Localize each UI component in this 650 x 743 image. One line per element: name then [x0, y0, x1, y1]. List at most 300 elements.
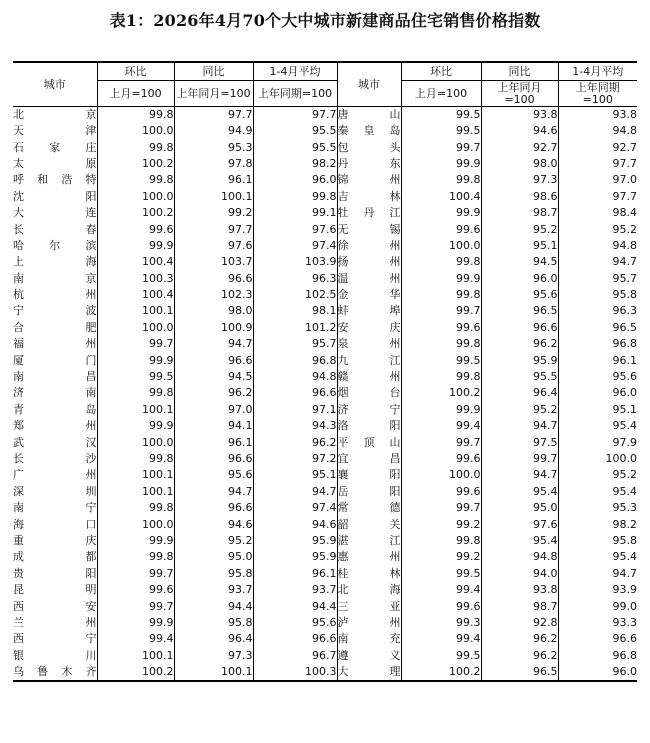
- left-mom-cell: 99.7: [97, 598, 174, 614]
- table-row: [13, 221, 637, 237]
- left-city-cell: 成 都: [13, 549, 97, 565]
- left-mom-cell: 99.9: [97, 238, 174, 254]
- left-avg-cell: 96.6: [253, 385, 337, 401]
- left-avg-cell: 95.9: [253, 549, 337, 565]
- right-yoy-cell: 93.8: [481, 582, 558, 598]
- left-city-cell: 郑 州: [13, 418, 97, 434]
- left-avg-cell: 102.5: [253, 287, 337, 303]
- right-yoy-cell: 97.6: [481, 516, 558, 532]
- right-city-cell: 宜 昌: [337, 451, 401, 467]
- right-avg-cell: 96.0: [612, 386, 637, 400]
- left-avg-cell: 95.5: [253, 139, 337, 155]
- left-avg-cell: 94.7: [253, 484, 337, 500]
- right-city-cell: 泉 州: [337, 336, 401, 352]
- left-city-cell: 长 春: [13, 221, 97, 237]
- right-yoy-cell: 98.7: [481, 205, 558, 221]
- table-row: [13, 664, 637, 681]
- left-mom-cell: 99.8: [97, 172, 174, 188]
- left-yoy-cell: 103.7: [174, 254, 253, 270]
- left-mom-cell: 100.0: [97, 434, 174, 450]
- right-city-cell: 三 亚: [337, 598, 401, 614]
- left-mom-cell: 100.3: [97, 271, 174, 287]
- table-row: [13, 648, 637, 664]
- right-yoy-cell: 95.0: [481, 500, 558, 516]
- table-row: [13, 402, 637, 418]
- left-yoy-cell: 95.8: [174, 566, 253, 582]
- left-mom-cell: 99.6: [97, 582, 174, 598]
- right-yoy-cell: 94.7: [481, 467, 558, 483]
- left-yoy-cell: 97.8: [174, 156, 253, 172]
- table-row: [13, 516, 637, 532]
- right-city-cell: 蚌 埠: [337, 303, 401, 319]
- left-mom-cell: 99.8: [97, 500, 174, 516]
- right-avg-cell: 93.9: [612, 583, 637, 597]
- header-avg-base-right-line1: 上年同期: [575, 80, 620, 94]
- left-yoy-cell: 100.1: [174, 664, 253, 681]
- right-avg-cell: 95.8: [612, 288, 637, 302]
- right-yoy-cell: 95.9: [481, 352, 558, 368]
- left-avg-cell: 94.4: [253, 598, 337, 614]
- right-yoy-cell: 95.4: [481, 533, 558, 549]
- left-yoy-cell: 100.9: [174, 320, 253, 336]
- table-row: [13, 549, 637, 565]
- right-mom-cell: 99.9: [401, 271, 481, 287]
- left-city-cell: 哈尔滨: [13, 238, 97, 254]
- right-city-cell: 牡丹江: [337, 205, 401, 221]
- table-title: 表1：2026年4月70个大中城市新建商品住宅销售价格指数: [109, 11, 541, 30]
- table-row: [13, 418, 637, 434]
- table-row: [13, 533, 637, 549]
- right-mom-cell: 99.6: [401, 598, 481, 614]
- right-city-cell: 南 充: [337, 631, 401, 647]
- left-avg-cell: 95.7: [253, 336, 337, 352]
- right-city-cell: 丹 东: [337, 156, 401, 172]
- right-yoy-cell: 97.3: [481, 172, 558, 188]
- table-header: [13, 62, 637, 107]
- right-city-cell: 大 理: [337, 664, 401, 681]
- table-row: [13, 320, 637, 336]
- left-yoy-cell: 94.4: [174, 598, 253, 614]
- left-avg-cell: 97.4: [253, 500, 337, 516]
- right-mom-cell: 99.6: [401, 451, 481, 467]
- left-avg-cell: 97.6: [253, 221, 337, 237]
- right-avg-cell: 95.6: [612, 370, 637, 384]
- table-row: [13, 156, 637, 172]
- header-row-1: [13, 62, 637, 81]
- right-avg-cell: 99.0: [612, 599, 637, 613]
- right-mom-cell: 99.9: [401, 402, 481, 418]
- right-mom-cell: 99.5: [401, 648, 481, 664]
- right-yoy-cell: 96.2: [481, 631, 558, 647]
- right-yoy-cell: 99.7: [481, 451, 558, 467]
- left-city-cell: 杭 州: [13, 287, 97, 303]
- left-yoy-cell: 95.0: [174, 549, 253, 565]
- right-yoy-cell: 98.0: [481, 156, 558, 172]
- left-yoy-cell: 96.4: [174, 631, 253, 647]
- right-city-cell: 吉 林: [337, 189, 401, 205]
- left-yoy-cell: 96.1: [174, 434, 253, 450]
- right-city-cell: 遵 义: [337, 648, 401, 664]
- right-mom-cell: 99.8: [401, 336, 481, 352]
- table-row: [13, 631, 637, 647]
- right-mom-cell: 99.7: [401, 434, 481, 450]
- left-avg-cell: 93.7: [253, 582, 337, 598]
- right-mom-cell: 99.3: [401, 615, 481, 631]
- left-city-cell: 上 海: [13, 254, 97, 270]
- right-avg-cell: 97.7: [612, 189, 637, 203]
- left-mom-cell: 100.1: [97, 484, 174, 500]
- right-mom-cell: 99.8: [401, 172, 481, 188]
- left-yoy-cell: 94.7: [174, 336, 253, 352]
- right-mom-cell: 99.5: [401, 352, 481, 368]
- left-yoy-cell: 95.6: [174, 467, 253, 483]
- left-yoy-cell: 96.6: [174, 500, 253, 516]
- right-city-cell: 九 江: [337, 352, 401, 368]
- table-row: [13, 123, 637, 139]
- table-row: [13, 271, 637, 287]
- right-avg-cell: 95.3: [612, 501, 637, 515]
- left-city-cell: 南 宁: [13, 500, 97, 516]
- table-row: [13, 303, 637, 319]
- right-mom-cell: 100.0: [401, 238, 481, 254]
- left-mom-cell: 100.1: [97, 303, 174, 319]
- left-city-cell: 昆 明: [13, 582, 97, 598]
- left-yoy-cell: 99.2: [174, 205, 253, 221]
- left-city-cell: 合 肥: [13, 320, 97, 336]
- left-avg-cell: 97.4: [253, 238, 337, 254]
- left-city-cell: 西 安: [13, 598, 97, 614]
- right-avg-cell: 96.1: [612, 353, 637, 367]
- left-avg-cell: 98.2: [253, 156, 337, 172]
- right-yoy-cell: 95.6: [481, 287, 558, 303]
- left-mom-cell: 99.7: [97, 336, 174, 352]
- table-row: [13, 189, 637, 205]
- right-avg-cell: 98.4: [612, 206, 637, 220]
- right-mom-cell: 99.2: [401, 549, 481, 565]
- left-avg-cell: 97.1: [253, 402, 337, 418]
- left-mom-cell: 100.1: [97, 648, 174, 664]
- table-row: [13, 451, 637, 467]
- header-row-2: [13, 81, 637, 107]
- right-avg-cell: 95.1: [612, 402, 637, 416]
- left-mom-cell: 99.8: [97, 549, 174, 565]
- right-city-cell: 烟 台: [337, 385, 401, 401]
- right-mom-cell: 99.8: [401, 533, 481, 549]
- left-avg-cell: 100.3: [253, 664, 337, 681]
- left-yoy-cell: 97.7: [174, 107, 253, 124]
- right-city-cell: 赣 州: [337, 369, 401, 385]
- left-avg-cell: 99.1: [253, 205, 337, 221]
- header-mom-right: 环比: [401, 62, 481, 81]
- left-avg-cell: 95.9: [253, 533, 337, 549]
- left-city-cell: 深 圳: [13, 484, 97, 500]
- table-row: [13, 566, 637, 582]
- left-mom-cell: 100.2: [97, 156, 174, 172]
- right-avg-cell: 97.7: [612, 156, 637, 170]
- right-avg-cell: 96.5: [612, 320, 637, 334]
- left-city-cell: 海 口: [13, 516, 97, 532]
- right-yoy-cell: 94.8: [481, 549, 558, 565]
- right-avg-cell: 95.7: [612, 271, 637, 285]
- left-mom-cell: 100.0: [97, 320, 174, 336]
- left-avg-cell: 95.6: [253, 615, 337, 631]
- left-city-cell: 贵 阳: [13, 566, 97, 582]
- right-mom-cell: 99.7: [401, 139, 481, 155]
- right-avg-cell: 97.9: [612, 435, 637, 449]
- table-row: [13, 254, 637, 270]
- left-yoy-cell: 96.6: [174, 451, 253, 467]
- right-mom-cell: 99.5: [401, 107, 481, 124]
- right-mom-cell: 99.8: [401, 254, 481, 270]
- right-mom-cell: 99.4: [401, 582, 481, 598]
- left-mom-cell: 100.0: [97, 123, 174, 139]
- left-mom-cell: 99.9: [97, 615, 174, 631]
- right-avg-cell: 93.3: [612, 615, 637, 629]
- table-row: [13, 500, 637, 516]
- right-city-cell: 金 华: [337, 287, 401, 303]
- header-mom-base-left: 上月=100: [97, 81, 174, 107]
- header-mom-base-right: 上月=100: [401, 81, 481, 107]
- left-mom-cell: 99.7: [97, 566, 174, 582]
- right-avg-cell: 95.2: [612, 468, 637, 482]
- left-avg-cell: 96.8: [253, 352, 337, 368]
- right-city-cell: 包 头: [337, 139, 401, 155]
- left-city-cell: 天 津: [13, 123, 97, 139]
- left-mom-cell: 100.0: [97, 189, 174, 205]
- header-yoy-base-right-line2: =100: [504, 92, 535, 106]
- left-yoy-cell: 94.1: [174, 418, 253, 434]
- right-yoy-cell: 96.4: [481, 385, 558, 401]
- right-avg-cell: 94.8: [612, 124, 637, 138]
- left-city-cell: 重 庆: [13, 533, 97, 549]
- right-yoy-cell: 95.1: [481, 238, 558, 254]
- right-mom-cell: 99.7: [401, 500, 481, 516]
- left-yoy-cell: 97.6: [174, 238, 253, 254]
- left-city-cell: 乌鲁木齐: [13, 664, 97, 681]
- right-avg-cell: 95.4: [612, 419, 637, 433]
- header-avg-right: 1-4月平均: [558, 62, 637, 81]
- table-row: [13, 205, 637, 221]
- left-avg-cell: 95.1: [253, 467, 337, 483]
- table-row: [13, 615, 637, 631]
- right-city-cell: 无 锡: [337, 221, 401, 237]
- right-mom-cell: 99.4: [401, 418, 481, 434]
- left-avg-cell: 97.7: [253, 107, 337, 124]
- left-avg-cell: 94.3: [253, 418, 337, 434]
- right-avg-cell: 96.0: [558, 664, 637, 681]
- table-row: [13, 369, 637, 385]
- right-yoy-cell: 94.5: [481, 254, 558, 270]
- left-mom-cell: 99.8: [97, 107, 174, 124]
- right-avg-cell: 97.0: [612, 173, 637, 187]
- table-row: [13, 172, 637, 188]
- left-city-cell: 西 宁: [13, 631, 97, 647]
- header-yoy-right: 同比: [481, 62, 558, 81]
- right-mom-cell: 99.6: [401, 221, 481, 237]
- right-city-cell: 平顶山: [337, 434, 401, 450]
- left-avg-cell: 96.0: [253, 172, 337, 188]
- right-mom-cell: 99.8: [401, 369, 481, 385]
- right-yoy-cell: 97.5: [481, 434, 558, 450]
- left-mom-cell: 100.2: [97, 664, 174, 681]
- right-yoy-cell: 93.8: [481, 107, 558, 124]
- left-yoy-cell: 97.3: [174, 648, 253, 664]
- right-yoy-cell: 94.7: [481, 418, 558, 434]
- left-avg-cell: 96.2: [253, 434, 337, 450]
- right-mom-cell: 99.4: [401, 631, 481, 647]
- left-mom-cell: 100.1: [97, 402, 174, 418]
- left-city-cell: 银 川: [13, 648, 97, 664]
- right-mom-cell: 99.6: [401, 320, 481, 336]
- left-mom-cell: 100.4: [97, 254, 174, 270]
- right-city-cell: 惠 州: [337, 549, 401, 565]
- table-row: [13, 336, 637, 352]
- left-avg-cell: 97.2: [253, 451, 337, 467]
- left-avg-cell: 94.8: [253, 369, 337, 385]
- right-avg-cell: 98.2: [612, 517, 637, 531]
- left-avg-cell: 95.5: [253, 123, 337, 139]
- left-yoy-cell: 93.7: [174, 582, 253, 598]
- table-row: [13, 434, 637, 450]
- right-avg-cell: 96.3: [612, 304, 637, 318]
- left-mom-cell: 100.4: [97, 287, 174, 303]
- right-avg-cell: 94.7: [612, 566, 637, 580]
- left-avg-cell: 96.6: [253, 631, 337, 647]
- header-avg-base-right: [558, 81, 637, 107]
- right-mom-cell: 99.9: [401, 205, 481, 221]
- left-yoy-cell: 96.6: [174, 271, 253, 287]
- header-avg-base-right-line2: =100: [582, 92, 613, 106]
- left-mom-cell: 99.4: [97, 631, 174, 647]
- right-city-cell: 秦皇岛: [337, 123, 401, 139]
- right-avg-cell: 96.8: [612, 648, 637, 662]
- right-avg-cell: 95.4: [612, 484, 637, 498]
- right-yoy-cell: 96.2: [481, 336, 558, 352]
- right-city-cell: 韶 关: [337, 516, 401, 532]
- left-yoy-cell: 94.7: [174, 484, 253, 500]
- right-mom-cell: 100.0: [401, 467, 481, 483]
- left-city-cell: 南 京: [13, 271, 97, 287]
- right-yoy-cell: 95.2: [481, 402, 558, 418]
- right-mom-cell: 99.9: [401, 156, 481, 172]
- header-city-left: 城市: [13, 62, 97, 107]
- table-row: [13, 467, 637, 483]
- right-avg-cell: 92.7: [612, 140, 637, 154]
- table-body: [13, 107, 637, 681]
- right-mom-cell: 100.4: [401, 189, 481, 205]
- left-yoy-cell: 97.0: [174, 402, 253, 418]
- right-yoy-cell: 92.7: [481, 139, 558, 155]
- table-row: [13, 385, 637, 401]
- right-avg-cell: 95.2: [612, 222, 637, 236]
- right-mom-cell: 99.5: [401, 566, 481, 582]
- table-row: [13, 598, 637, 614]
- left-city-cell: 福 州: [13, 336, 97, 352]
- left-yoy-cell: 96.2: [174, 385, 253, 401]
- left-mom-cell: 99.9: [97, 418, 174, 434]
- left-yoy-cell: 98.0: [174, 303, 253, 319]
- left-avg-cell: 96.7: [253, 648, 337, 664]
- right-yoy-cell: 96.5: [481, 303, 558, 319]
- left-mom-cell: 99.8: [97, 139, 174, 155]
- left-yoy-cell: 100.1: [174, 189, 253, 205]
- left-city-cell: 大 连: [13, 205, 97, 221]
- price-index-table: [13, 61, 637, 682]
- left-mom-cell: 99.8: [97, 385, 174, 401]
- table-row: [13, 582, 637, 598]
- left-mom-cell: 100.2: [97, 205, 174, 221]
- left-mom-cell: 99.5: [97, 369, 174, 385]
- right-yoy-cell: 98.6: [481, 189, 558, 205]
- right-city-cell: 桂 林: [337, 566, 401, 582]
- table-row: [13, 107, 637, 124]
- header-yoy-base-left: 上年同月=100: [174, 81, 253, 107]
- left-city-cell: 厦 门: [13, 352, 97, 368]
- left-yoy-cell: 96.6: [174, 352, 253, 368]
- left-avg-cell: 98.1: [253, 303, 337, 319]
- header-yoy-base-right: [481, 81, 558, 107]
- header-avg-base-left: 上年同期=100: [253, 81, 337, 107]
- right-avg-cell: 95.8: [612, 533, 637, 547]
- table-row: [13, 238, 637, 254]
- right-city-cell: 襄 阳: [337, 467, 401, 483]
- right-city-cell: 锦 州: [337, 172, 401, 188]
- table-row: [13, 484, 637, 500]
- right-city-cell: 洛 阳: [337, 418, 401, 434]
- left-avg-cell: 103.9: [253, 254, 337, 270]
- left-mom-cell: 99.6: [97, 221, 174, 237]
- left-yoy-cell: 95.3: [174, 139, 253, 155]
- right-city-cell: 济 宁: [337, 402, 401, 418]
- right-yoy-cell: 92.8: [481, 615, 558, 631]
- left-city-cell: 广 州: [13, 467, 97, 483]
- left-city-cell: 武 汉: [13, 434, 97, 450]
- left-mom-cell: 99.9: [97, 533, 174, 549]
- left-yoy-cell: 94.6: [174, 516, 253, 532]
- header-avg-left: 1-4月平均: [253, 62, 337, 81]
- right-mom-cell: 99.5: [401, 123, 481, 139]
- left-avg-cell: 94.6: [253, 516, 337, 532]
- right-yoy-cell: 94.0: [481, 566, 558, 582]
- right-city-cell: 徐 州: [337, 238, 401, 254]
- right-city-cell: 安 庆: [337, 320, 401, 336]
- right-yoy-cell: 95.2: [481, 221, 558, 237]
- right-city-cell: 岳 阳: [337, 484, 401, 500]
- left-yoy-cell: 97.7: [174, 221, 253, 237]
- right-city-cell: 唐 山: [337, 108, 401, 121]
- left-avg-cell: 96.3: [253, 271, 337, 287]
- header-yoy-left: 同比: [174, 62, 253, 81]
- left-yoy-cell: 94.9: [174, 123, 253, 139]
- left-city-cell: 青 岛: [13, 402, 97, 418]
- left-avg-cell: 96.1: [253, 566, 337, 582]
- left-city-cell: 呼和浩特: [13, 172, 97, 188]
- left-yoy-cell: 94.5: [174, 369, 253, 385]
- table-row: [13, 139, 637, 155]
- left-mom-cell: 99.9: [97, 352, 174, 368]
- right-city-cell: 北 海: [337, 582, 401, 598]
- left-city-cell: 太 原: [13, 156, 97, 172]
- right-avg-cell: 94.7: [612, 255, 637, 269]
- right-yoy-cell: 95.4: [481, 484, 558, 500]
- left-yoy-cell: 95.2: [174, 533, 253, 549]
- left-city-cell: 沈 阳: [13, 189, 97, 205]
- left-yoy-cell: 95.8: [174, 615, 253, 631]
- right-avg-cell: 94.8: [612, 238, 637, 252]
- right-mom-cell: 99.8: [401, 287, 481, 303]
- right-mom-cell: 100.2: [401, 664, 481, 681]
- right-avg-cell: 96.8: [612, 337, 637, 351]
